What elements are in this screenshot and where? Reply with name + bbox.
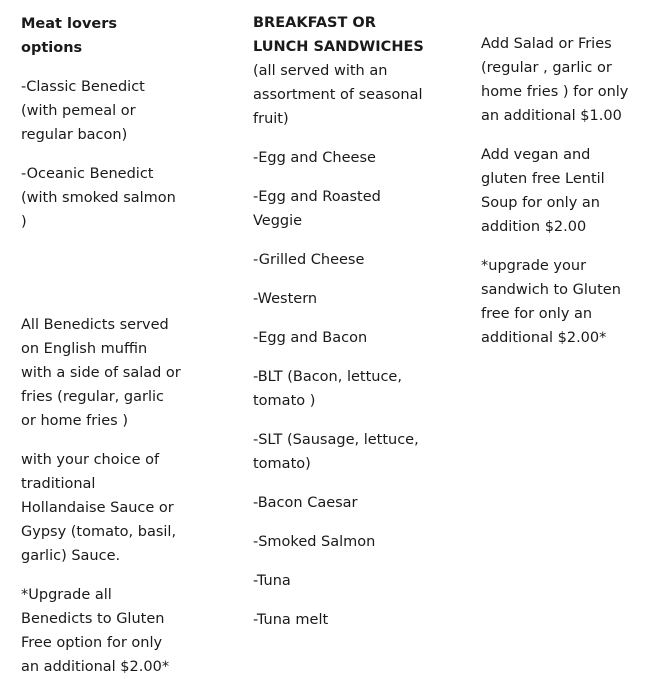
- sandwich-item: -Egg and Bacon: [253, 330, 368, 346]
- oceanic-benedict-item: -Oceanic Benedict (with smoked salmon ): [21, 166, 176, 230]
- sandwich-item: -BLT (Bacon, lettuce, tomato ): [253, 369, 402, 409]
- sandwich-item: -Western: [253, 291, 318, 307]
- sauce-choice-note: with your choice of traditional Hollandaise Sauce or Gypsy (tomato, basil, garlic) Sauce.: [21, 452, 177, 564]
- sandwich-item: -Bacon Caesar: [253, 495, 358, 511]
- sandwich-item: -Egg and Cheese: [253, 150, 376, 166]
- sandwich-item: -SLT (Sausage, lettuce, tomato): [253, 432, 419, 472]
- lentil-soup-addon: Add vegan and gluten free Lentil Soup for only an addition $2.00: [481, 147, 605, 235]
- sandwiches-heading-note: (all served with an assortment of seasonal fruit): [253, 63, 423, 127]
- gluten-free-sandwich-upgrade: *upgrade your sandwich to Gluten free for only an additional $2.00*: [481, 258, 621, 346]
- meat-lovers-heading: Meat lovers options: [21, 16, 118, 56]
- sandwiches-heading: [253, 11, 433, 131]
- benedicts-served-note: All Benedicts served on English muffin with a side of salad or fries (regular, garlic or home fries ): [21, 317, 181, 429]
- add-ons-column: [481, 32, 641, 350]
- sandwich-item: -Grilled Cheese: [253, 252, 365, 268]
- classic-benedict-item: -Classic Benedict (with pemeal or regular bacon): [21, 79, 145, 143]
- sandwiches-heading-bold: BREAKFAST OR LUNCH SANDWICHES: [253, 15, 424, 55]
- sandwich-item: -Smoked Salmon: [253, 534, 376, 550]
- salad-fries-addon: Add Salad or Fries (regular , garlic or home fries ) for only an additional $1.00: [481, 36, 629, 124]
- sandwiches-column: [253, 11, 433, 632]
- benedict-column: [21, 12, 181, 679]
- gluten-free-upgrade-note: *Upgrade all Benedicts to Gluten Free option for only an additional $2.00*: [21, 587, 170, 675]
- sandwich-item: -Tuna melt: [253, 612, 329, 628]
- sandwich-item: -Egg and Roasted Veggie: [253, 189, 381, 229]
- sandwich-item: -Tuna: [253, 573, 291, 589]
